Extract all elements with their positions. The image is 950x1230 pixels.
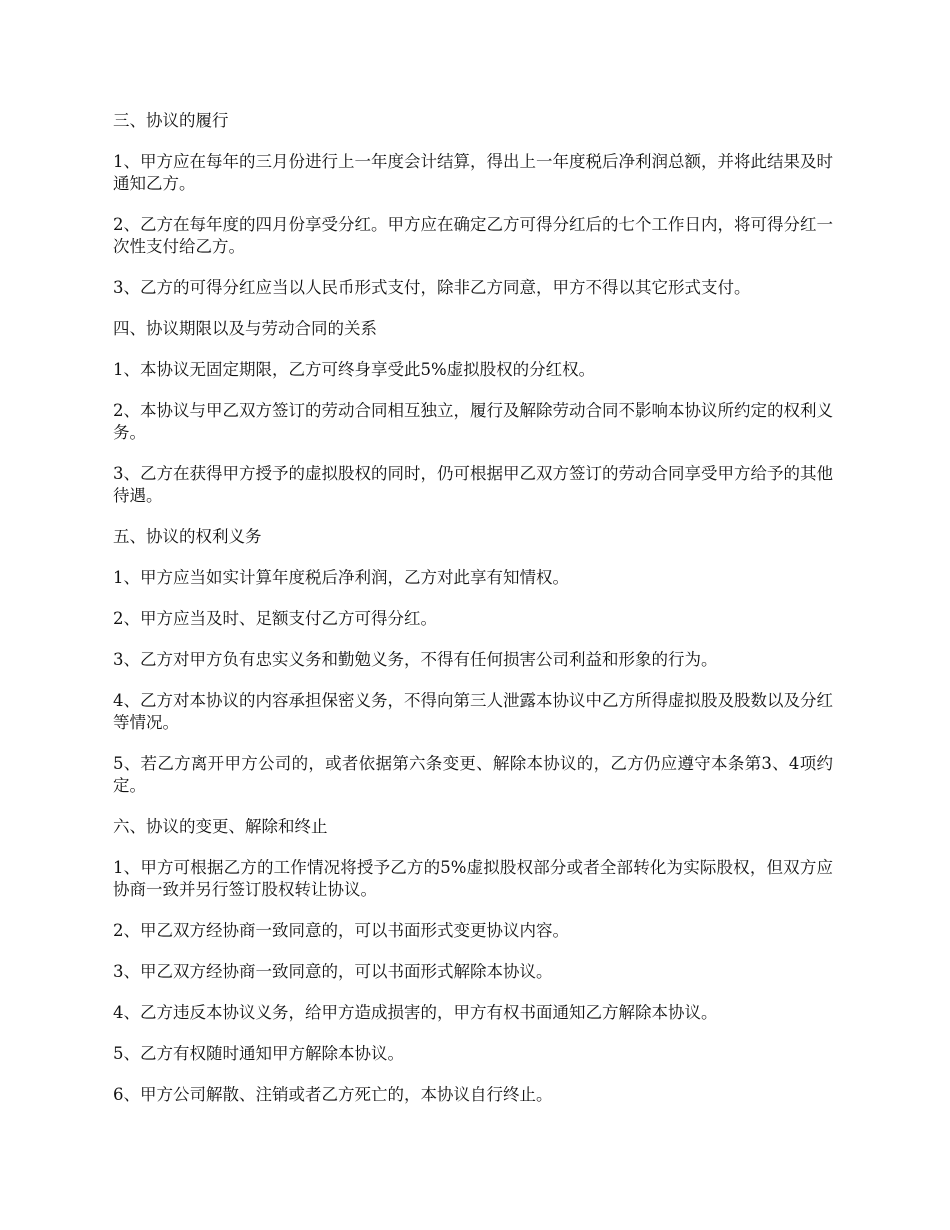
clause-6-3: 3、甲乙双方经协商一致同意的，可以书面形式解除本协议。 bbox=[113, 962, 553, 981]
clause-5-1: 1、甲方应当如实计算年度税后净利润，乙方对此享有知情权。 bbox=[113, 568, 569, 587]
clause-6-2: 2、甲乙双方经协商一致同意的，可以书面形式变更协议内容。 bbox=[113, 921, 569, 940]
clause-5-2: 2、甲方应当及时、足额支付乙方可得分红。 bbox=[113, 609, 437, 628]
section-heading-6: 六、协议的变更、解除和终止 bbox=[113, 817, 328, 836]
clause-5-5: 5、若乙方离开甲方公司的，或者依据第六条变更、解除本协议的，乙方仍应遵守本条第3、4项约定。 bbox=[113, 754, 833, 795]
clause-6-5: 5、乙方有权随时通知甲方解除本协议。 bbox=[113, 1044, 404, 1063]
clause-4-1: 1、本协议无固定期限，乙方可终身享受此5%虚拟股权的分红权。 bbox=[113, 360, 596, 379]
clause-6-4: 4、乙方违反本协议义务，给甲方造成损害的，甲方有权书面通知乙方解除本协议。 bbox=[113, 1003, 718, 1022]
clause-4-3: 3、乙方在获得甲方授予的虚拟股权的同时，仍可根据甲乙双方签订的劳动合同享受甲方给予的其他待遇。 bbox=[113, 464, 833, 505]
section-heading-3: 三、协议的履行 bbox=[113, 111, 229, 130]
document-body bbox=[113, 110, 833, 1125]
clause-3-2: 2、乙方在每年度的四月份享受分红。甲方应在确定乙方可得分红后的七个工作日内，将可得分红一次性支付给乙方。 bbox=[113, 215, 833, 256]
clause-4-2: 2、本协议与甲乙双方签订的劳动合同相互独立，履行及解除劳动合同不影响本协议所约定的权利义务。 bbox=[113, 401, 833, 442]
clause-5-4: 4、乙方对本协议的内容承担保密义务，不得向第三人泄露本协议中乙方所得虚拟股及股数以及分红等情况。 bbox=[113, 691, 833, 732]
section-heading-4: 四、协议期限以及与劳动合同的关系 bbox=[113, 319, 377, 338]
section-heading-5: 五、协议的权利义务 bbox=[113, 527, 262, 546]
clause-3-1: 1、甲方应在每年的三月份进行上一年度会计结算，得出上一年度税后净利润总额，并将此结果及时通知乙方。 bbox=[113, 152, 833, 193]
clause-5-3: 3、乙方对甲方负有忠实义务和勤勉义务，不得有任何损害公司利益和形象的行为。 bbox=[113, 650, 718, 669]
clause-6-1: 1、甲方可根据乙方的工作情况将授予乙方的5%虚拟股权部分或者全部转化为实际股权，但双方应协商一致并另行签订股权转让协议。 bbox=[113, 858, 833, 899]
clause-6-6: 6、甲方公司解散、注销或者乙方死亡的，本协议自行终止。 bbox=[113, 1085, 553, 1104]
clause-3-3: 3、乙方的可得分红应当以人民币形式支付，除非乙方同意，甲方不得以其它形式支付。 bbox=[113, 278, 751, 297]
